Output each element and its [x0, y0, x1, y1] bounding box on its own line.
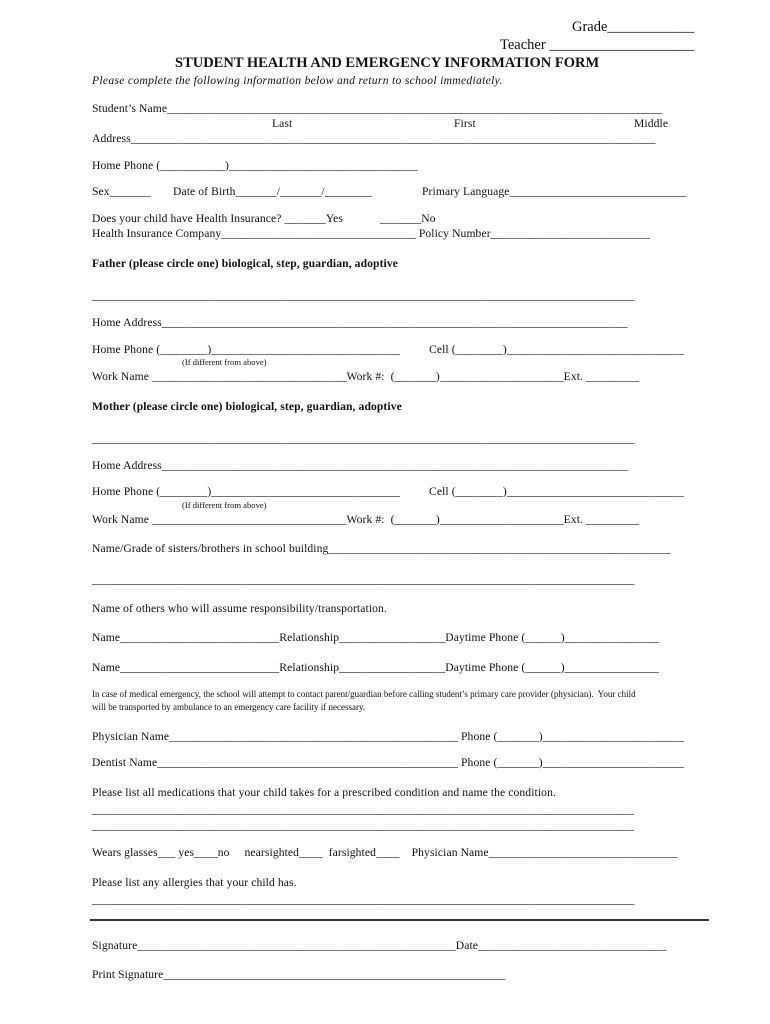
student-name-field[interactable]: Student’s Name____________________________________________________________________________________	[92, 102, 663, 115]
insurance-yes-field[interactable]: Does your child have Health Insurance? _______Yes	[92, 212, 343, 225]
mother-home-phone-field[interactable]: Home Phone (________)________________________________	[92, 485, 401, 498]
father-home-phone-field[interactable]: Home Phone (________)________________________________	[92, 343, 401, 356]
name-part-last: Last	[272, 117, 293, 130]
student-home-phone-field[interactable]: Home Phone (___________)________________________________	[92, 159, 418, 172]
father-cell-field[interactable]: Cell (________)______________________________	[429, 343, 684, 356]
other-contact-row-1[interactable]: Name___________________________Relationship__________________Daytime Phone (______)________________	[92, 631, 660, 644]
mother-home-address-field[interactable]: Home Address_______________________________________________________________________________	[92, 459, 628, 472]
insurance-no-field[interactable]: _______No	[380, 212, 436, 225]
other-contact-row-2[interactable]: Name___________________________Relationship__________________Daytime Phone (______)________________	[92, 661, 660, 674]
sex-field[interactable]: Sex_______	[92, 185, 151, 198]
medications-blank-2[interactable]: ____________________________________________________________________________________________	[92, 819, 635, 832]
signature-field[interactable]: Signature______________________________________________________Date________________________________	[92, 939, 667, 952]
form-title: STUDENT HEALTH AND EMERGENCY INFORMATION FORM	[175, 55, 600, 71]
name-part-first: First	[454, 117, 476, 130]
mother-name-blank[interactable]: ____________________________________________________________________________________________	[92, 432, 635, 445]
siblings-blank[interactable]: ____________________________________________________________________________________________	[92, 573, 635, 586]
insurance-company-field[interactable]: Health Insurance Company_________________________________ Policy Number___________________________	[92, 227, 650, 240]
father-home-address-field[interactable]: Home Address_______________________________________________________________________________	[92, 316, 628, 329]
section-divider	[90, 919, 709, 921]
teacher-field[interactable]: Teacher ____________________	[500, 37, 695, 53]
father-work-field[interactable]: Work Name _________________________________Work #: (_______)_____________________Ext. _________	[92, 370, 640, 383]
medications-label: Please list all medications that your child takes for a prescribed condition and name the condition.	[92, 786, 556, 799]
name-part-middle: Middle	[634, 117, 669, 130]
grade-field[interactable]: Grade____________	[572, 19, 695, 35]
mother-work-field[interactable]: Work Name _________________________________Work #: (_______)_____________________Ext. _________	[92, 513, 640, 526]
dentist-field[interactable]: Dentist Name___________________________________________________ Phone (_______)________________________	[92, 756, 685, 769]
date-of-birth-field[interactable]: Date of Birth_______/_______/________	[173, 185, 372, 198]
student-address-field[interactable]: Address_________________________________________________________________________________________	[92, 132, 656, 145]
mother-cell-field[interactable]: Cell (________)______________________________	[429, 485, 684, 498]
siblings-field[interactable]: Name/Grade of sisters/brothers in school building__________________________________________________________	[92, 542, 671, 555]
medications-blank-1[interactable]: ____________________________________________________________________________________________	[92, 803, 635, 816]
allergies-blank[interactable]: ____________________________________________________________________________________________	[92, 893, 635, 906]
emergency-note-line-2: will be transported by ambulance to an emergency care facility if necessary.	[92, 702, 366, 712]
mother-heading: Mother (please circle one) biological, step, guardian, adoptive	[92, 400, 402, 413]
primary-language-field[interactable]: Primary Language______________________________	[422, 185, 687, 198]
father-name-blank[interactable]: ____________________________________________________________________________________________	[92, 289, 635, 302]
print-signature-field[interactable]: Print Signature__________________________________________________________	[92, 968, 506, 981]
allergies-label: Please list any allergies that your child has.	[92, 876, 297, 889]
form-instructions: Please complete the following information below and return to school immediately.	[92, 74, 503, 87]
others-label: Name of others who will assume responsibility/transportation.	[92, 602, 387, 615]
mother-phone-note: (If different from above)	[182, 500, 267, 510]
emergency-note-line-1: In case of medical emergency, the school will attempt to contact parent/guardian before calling student’s primary care provider (physician). Your child	[92, 689, 636, 699]
physician-field[interactable]: Physician Name_________________________________________________ Phone (_______)________________________	[92, 730, 685, 743]
father-heading: Father (please circle one) biological, step, guardian, adoptive	[92, 257, 398, 270]
glasses-field[interactable]: Wears glasses___ yes____no nearsighted____ farsighted____ Physician Name________________________________	[92, 846, 678, 859]
father-phone-note: (If different from above)	[182, 357, 267, 367]
